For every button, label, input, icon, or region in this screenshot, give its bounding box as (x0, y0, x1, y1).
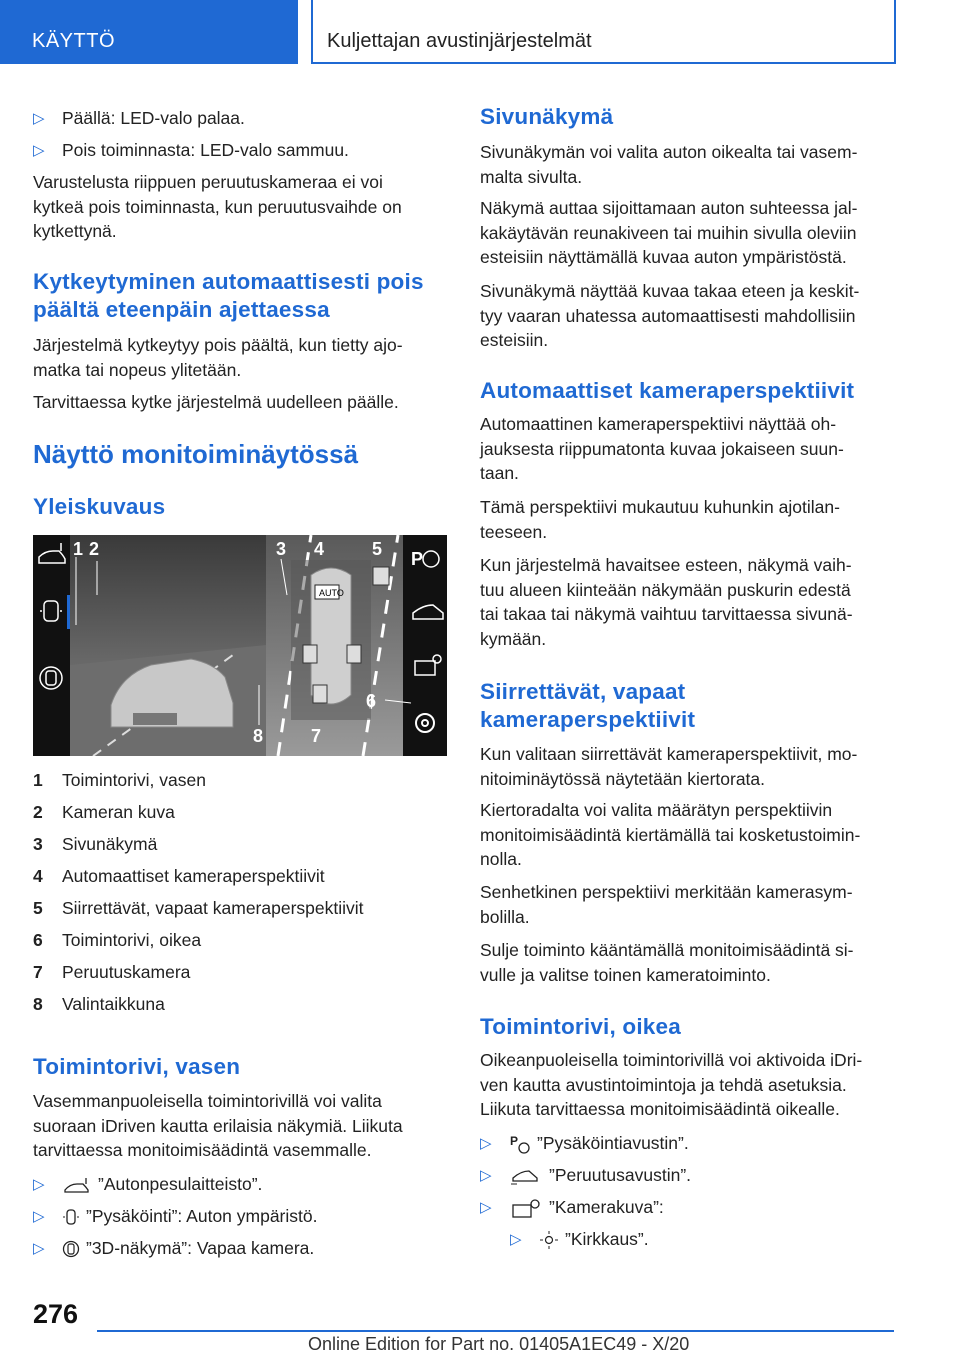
paragraph-equipment: Varustelusta riippuen peruutuskameraa ei voi kytkeä pois toiminnasta, kun peruutusvaihde on kytkettynä. (33, 172, 402, 241)
triangle-bullet-icon: ▷ (33, 1240, 45, 1257)
paragraph-auto-3: Kun järjestelmä havaitsee esteen, näkymä vaih- tuu alueen kiinteään näkymään puskurin edestä tai takaa tai näkymä vaihtuu tarvittaessa sivunä- kymään. (480, 555, 853, 649)
chapter-title: Kuljettajan avustinjärjestelmät (327, 30, 592, 52)
callout-number: 3 (276, 539, 287, 559)
footer-edition: Online Edition for Part no. 01405A1EC49 - X/20 (308, 1334, 690, 1354)
chapter-header (311, 0, 896, 64)
heading-auto-perspectives: Automaattiset kameraperspektiivit (480, 378, 855, 403)
paragraph-auto-1: Automaattinen kameraperspektiivi näyttää oh- jauksesta riippumatonta kuvaa jokaiseen suun- taan. (480, 414, 844, 483)
paragraph-side-2: Näkymä auttaa sijoittamaan auton suhteessa jal- kakäytävän reunakiveen tai muihin sivulla oleviin esteisiin näyttämällä kuvaa auton ympäristöstä. (480, 198, 858, 267)
callout-number: 7 (311, 726, 322, 746)
paragraph-auto-off-1: Järjestelmä kytkeytyy pois päältä, kun tietty ajo- matka tai nopeus ylitetään. (33, 335, 403, 380)
paragraph-auto-2: Tämä perspektiivi mukautuu kuhunkin ajotilan- teeseen. (480, 497, 840, 542)
paragraph-side-1: Sivunäkymän voi valita auton oikealta tai vasem- malta sivulta. (480, 142, 858, 187)
heading-right-row: Toimintorivi, oikea (480, 1014, 681, 1039)
parking-view-icon (62, 1207, 80, 1227)
footer-divider (97, 1330, 894, 1332)
triangle-bullet-icon: ▷ (480, 1199, 492, 1216)
heading-overview: Yleiskuvaus (33, 494, 166, 519)
parking-assistant-p: P (411, 549, 424, 569)
callout-number: 5 (372, 539, 383, 559)
callout-number: 1 (73, 539, 84, 559)
brightness-icon (539, 1230, 559, 1250)
paragraph-right-row: Oikeanpuoleisella toimintorivillä voi aktivoida iDri- ven kautta avustintoimintoja ja tehdä asetuksia. Liikuta tarvittaessa monitoimisäädintä oikealle. (480, 1050, 863, 1119)
paragraph-movable-4: Sulje toiminto kääntämällä monitoimisäädintä si- vulle ja valitse toinen kameratoiminto. (480, 940, 854, 985)
page-number: 276 (33, 1299, 79, 1329)
triangle-bullet-icon: ▷ (480, 1135, 492, 1152)
triangle-bullet-icon: ▷ (33, 110, 45, 127)
heading-left-row: Toimintorivi, vasen (33, 1054, 241, 1079)
svg-text:P: P (510, 1134, 519, 1149)
callout-number: 4 (314, 539, 325, 559)
parking-assistant-icon (509, 1133, 531, 1155)
triangle-bullet-icon: ▷ (33, 1176, 45, 1193)
callout-number: 2 (89, 539, 100, 559)
triangle-bullet-icon: ▷ (480, 1167, 492, 1184)
callout-number: 8 (253, 726, 264, 746)
triangle-bullet-icon: ▷ (33, 142, 45, 159)
heading-movable-perspectives: Siirrettävät, vapaat kameraperspektiivit (480, 679, 696, 732)
triangle-bullet-icon: ▷ (33, 1208, 45, 1225)
heading-side-view: Sivunäkymä (480, 104, 614, 129)
monitor-screenshot-figure (33, 535, 447, 756)
car-wash-icon (62, 1176, 92, 1194)
section-title: KÄYTTÖ (32, 30, 116, 52)
heading-auto-off: Kytkeytyminen automaattisesti pois päältä eteenpäin ajettaessa (33, 269, 424, 322)
callout-number: 6 (366, 691, 377, 711)
page-heading: Näyttö monitoiminäytössä (33, 439, 359, 469)
3d-view-icon (62, 1239, 80, 1259)
paragraph-movable-2: Kiertoradalta voi valita määrätyn perspektiivin monitoimisäädintä kiertämällä tai kosketustoimin- nolla. (480, 800, 861, 869)
paragraph-side-3: Sivunäkymä näyttää kuvaa takaa eteen ja keskit- tyy vaaran uhatessa automaattisesti mahdollisiin esteisiin. (480, 281, 860, 350)
paragraph-left-row: Vasemmanpuoleisella toimintorivillä voi valita suoraan iDriven kautta erilaisia näkymiä. Liikuta tarvittaessa monitoimisäädintä vasemmalle. (33, 1091, 403, 1160)
auto-label: AUTO (319, 588, 344, 598)
reversing-assistant-icon (509, 1166, 543, 1186)
triangle-bullet-icon: ▷ (510, 1231, 522, 1248)
section-tab (0, 0, 298, 64)
paragraph-movable-3: Senhetkinen perspektiivi merkitään kamerasym- bolilla. (480, 882, 853, 927)
camera-image-icon (509, 1197, 543, 1219)
paragraph-movable-1: Kun valitaan siirrettävät kameraperspektiivit, mo- nitoiminäytössä näytetään kiertorata. (480, 744, 858, 789)
paragraph-auto-off-2: Tarvittaessa kytke järjestelmä uudelleen päälle. (33, 392, 399, 412)
active-indicator (67, 595, 70, 629)
